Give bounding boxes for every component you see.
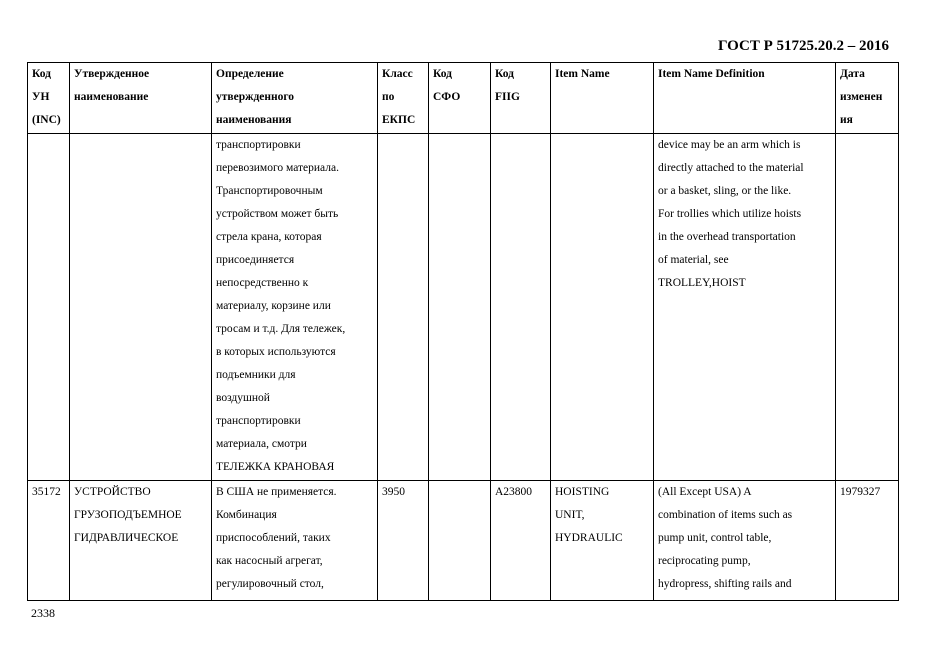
cell-line: Item Name Definition xyxy=(658,68,765,80)
cell-line: по xyxy=(382,91,395,103)
cell-line: Класс xyxy=(382,68,413,80)
cell-line: воздушной xyxy=(216,392,270,404)
col-header-fiig-code xyxy=(491,63,551,134)
cell-line: ЕКПС xyxy=(382,114,416,126)
item-name-cell xyxy=(551,134,654,481)
cell-line: транспортировки xyxy=(216,139,301,151)
cell-line: Определение xyxy=(216,68,284,80)
cell-line: наименования xyxy=(216,114,292,126)
cell-line: or a basket, sling, or the like. xyxy=(658,185,792,197)
cell-line: в которых используются xyxy=(216,346,336,358)
cell-line: регулировочный стол, xyxy=(216,578,324,590)
table-row xyxy=(28,481,899,601)
cell-line: тросам и т.д. Для тележек, xyxy=(216,323,346,335)
cell-line: HYDRAULIC xyxy=(555,532,623,544)
definition-cell xyxy=(212,481,378,601)
inc-code-cell xyxy=(28,481,70,601)
cell-line: ия xyxy=(840,114,853,126)
col-header-inc-code xyxy=(28,63,70,134)
inc-code-cell xyxy=(28,134,70,481)
cell-line: Дата xyxy=(840,68,865,80)
col-header-item-name xyxy=(551,63,654,134)
cell-line: наименование xyxy=(74,91,149,103)
change-date-cell xyxy=(836,134,899,481)
cell-line: in the overhead transportation xyxy=(658,231,796,243)
item-names-table xyxy=(27,62,899,601)
cell-line: UNIT, xyxy=(555,509,585,521)
cell-line: приспособлений, таких xyxy=(216,532,331,544)
cell-line: присоединяется xyxy=(216,254,295,266)
cell-line: устройством может быть xyxy=(216,208,339,220)
item-name-cell xyxy=(551,481,654,601)
sfo-code-cell xyxy=(429,134,491,481)
fiig-code-cell xyxy=(491,481,551,601)
cell-line: изменен xyxy=(840,91,883,103)
cell-line: Комбинация xyxy=(216,509,277,521)
col-header-approved-name xyxy=(70,63,212,134)
class-cell xyxy=(378,134,429,481)
cell-line: УСТРОЙСТВО xyxy=(74,486,151,498)
cell-line: 3950 xyxy=(382,486,405,498)
cell-line: Транспортировочным xyxy=(216,185,323,197)
cell-line: материала, смотри xyxy=(216,438,307,450)
cell-line: СФО xyxy=(433,91,461,103)
cell-line: Утвержденное xyxy=(74,68,150,80)
table-header-row xyxy=(28,63,899,134)
cell-line: device may be an arm which is xyxy=(658,139,801,151)
cell-line: ГИДРАВЛИЧЕСКОЕ xyxy=(74,532,179,544)
page-number: 2338 xyxy=(31,606,55,620)
cell-line: подъемники для xyxy=(216,369,296,381)
definition-cell xyxy=(212,134,378,481)
cell-line: перевозимого материала. xyxy=(216,162,339,174)
cell-line: утвержденного xyxy=(216,91,295,103)
cell-line: For trollies which utilize hoists xyxy=(658,208,802,220)
cell-line: (All Except USA) A xyxy=(658,486,752,498)
cell-line: В США не применяется. xyxy=(216,486,337,498)
cell-line: directly attached to the material xyxy=(658,162,804,174)
cell-line: reciprocating pump, xyxy=(658,555,751,567)
col-header-change-date xyxy=(836,63,899,134)
cell-line: 35172 xyxy=(32,486,61,498)
cell-line: стрела крана, которая xyxy=(216,231,322,243)
cell-line: TROLLEY,HOIST xyxy=(658,277,746,289)
cell-line: hydropress, shifting rails and xyxy=(658,578,792,590)
cell-line: 1979327 xyxy=(840,486,881,498)
cell-line: HOISTING xyxy=(555,486,610,498)
item-name-definition-cell xyxy=(654,481,836,601)
class-cell xyxy=(378,481,429,601)
col-header-class xyxy=(378,63,429,134)
cell-line: ТЕЛЕЖКА КРАНОВАЯ xyxy=(216,461,335,473)
cell-line: Код xyxy=(32,68,52,80)
cell-line: (INC) xyxy=(32,114,61,126)
sfo-code-cell xyxy=(429,481,491,601)
cell-line: of material, see xyxy=(658,254,729,266)
approved-name-cell xyxy=(70,134,212,481)
cell-line: транспортировки xyxy=(216,415,301,427)
approved-name-cell xyxy=(70,481,212,601)
item-name-definition-cell xyxy=(654,134,836,481)
table-row xyxy=(28,134,899,481)
cell-line: pump unit, control table, xyxy=(658,532,772,544)
cell-line: Код xyxy=(495,68,515,80)
cell-line: как насосный агрегат, xyxy=(216,555,323,567)
change-date-cell xyxy=(836,481,899,601)
col-header-sfo-code xyxy=(429,63,491,134)
cell-line: Item Name xyxy=(555,68,610,80)
col-header-item-name-definition xyxy=(654,63,836,134)
cell-line: FIIG xyxy=(495,91,520,103)
cell-line: ГРУЗОПОДЪЕМНОЕ xyxy=(74,509,182,521)
cell-line: A23800 xyxy=(495,486,533,498)
col-header-definition xyxy=(212,63,378,134)
cell-line: непосредственно к xyxy=(216,277,309,289)
cell-line: материалу, корзине или xyxy=(216,300,331,312)
document-standard-number: ГОСТ Р 51725.20.2 – 2016 xyxy=(717,38,889,54)
cell-line: УН xyxy=(32,91,50,103)
cell-line: Код xyxy=(433,68,453,80)
cell-line: combination of items such as xyxy=(658,509,793,521)
fiig-code-cell xyxy=(491,134,551,481)
